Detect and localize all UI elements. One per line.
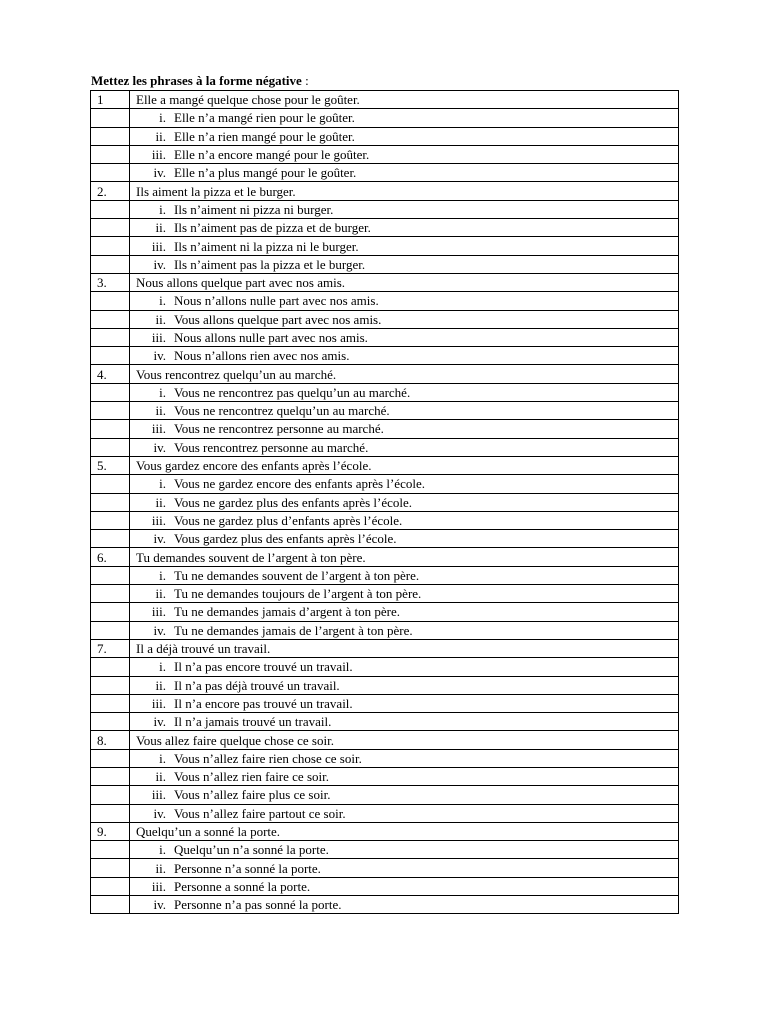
option-empty-cell (91, 713, 130, 731)
option-cell (130, 255, 679, 273)
option-content (136, 805, 678, 822)
option-content (136, 311, 678, 328)
option-cell (130, 237, 679, 255)
option-empty-cell (91, 383, 130, 401)
option-label: iv. (153, 165, 166, 181)
option-row (91, 841, 679, 859)
option-text: Elle n’a mangé rien pour le goûter. (174, 110, 355, 126)
option-cell (130, 127, 679, 145)
option-row (91, 237, 679, 255)
option-label: iv. (153, 348, 166, 364)
option-empty-cell (91, 786, 130, 804)
option-text: Ils n’aiment pas la pizza et le burger. (174, 256, 366, 272)
option-empty-cell (91, 603, 130, 621)
exercise-title-bold: Mettez les phrases à la forme négative (91, 73, 302, 88)
option-empty-cell (91, 127, 130, 145)
option-row (91, 420, 679, 438)
option-text: Il n’a jamais trouvé un travail. (174, 714, 332, 730)
option-cell (130, 109, 679, 127)
option-label: iii. (151, 238, 166, 254)
option-cell (130, 475, 679, 493)
option-empty-cell (91, 621, 130, 639)
option-empty-cell (91, 585, 130, 603)
option-row (91, 658, 679, 676)
option-empty-cell (91, 475, 130, 493)
option-cell (130, 694, 679, 712)
option-cell (130, 347, 679, 365)
option-empty-cell (91, 347, 130, 365)
option-empty-cell (91, 877, 130, 895)
option-empty-cell (91, 402, 130, 420)
option-label: i. (159, 750, 166, 766)
option-empty-cell (91, 896, 130, 914)
option-label: i. (159, 384, 166, 400)
option-row (91, 585, 679, 603)
option-text: Ils n’aiment ni pizza ni burger. (174, 201, 334, 217)
option-text: Vous ne rencontrez quelqu’un au marché. (174, 403, 390, 419)
option-row (91, 694, 679, 712)
question-row (91, 365, 679, 383)
option-empty-cell (91, 237, 130, 255)
question-row (91, 548, 679, 566)
option-row (91, 310, 679, 328)
option-text: Tu ne demandes jamais d’argent à ton père. (174, 604, 400, 620)
option-empty-cell (91, 859, 130, 877)
option-row (91, 145, 679, 163)
option-text: Nous allons nulle part avec nos amis. (174, 330, 368, 345)
option-label: iv. (153, 897, 166, 913)
question-sentence: Elle a mangé quelque chose pour le goûter. (130, 91, 679, 109)
option-label: iii. (151, 330, 166, 345)
question-sentence: Ils aiment la pizza et le burger. (130, 182, 679, 200)
option-cell (130, 621, 679, 639)
option-text: Elle n’a rien mangé pour le goûter. (174, 128, 355, 144)
option-content (136, 219, 678, 236)
option-content (136, 567, 678, 584)
option-row (91, 603, 679, 621)
question-number: 4. (91, 365, 130, 383)
option-text: Il n’a pas encore trouvé un travail. (174, 659, 353, 675)
option-content (136, 750, 678, 767)
option-cell (130, 292, 679, 310)
option-row (91, 566, 679, 584)
option-content (136, 347, 678, 364)
option-empty-cell (91, 328, 130, 346)
option-empty-cell (91, 749, 130, 767)
option-text: Tu ne demandes jamais de l’argent à ton père. (174, 622, 413, 638)
exercise-title (91, 72, 309, 90)
option-cell (130, 841, 679, 859)
exercise-table-body (91, 91, 679, 914)
option-content (136, 878, 678, 895)
option-content (136, 677, 678, 694)
option-row (91, 402, 679, 420)
option-content (136, 109, 678, 126)
option-text: Vous ne gardez plus d’enfants après l’école. (174, 512, 403, 528)
question-row (91, 822, 679, 840)
option-label: i. (159, 476, 166, 492)
option-cell (130, 566, 679, 584)
option-text: Vous ne gardez plus des enfants après l’école. (174, 494, 413, 510)
option-label: iii. (151, 787, 166, 803)
option-content (136, 164, 678, 181)
option-row (91, 530, 679, 548)
option-content (136, 768, 678, 785)
option-content (136, 475, 678, 492)
question-number: 9. (91, 822, 130, 840)
option-label: i. (159, 842, 166, 858)
option-label: i. (159, 201, 166, 217)
option-content (136, 292, 678, 309)
option-cell (130, 603, 679, 621)
question-number: 6. (91, 548, 130, 566)
option-row (91, 676, 679, 694)
option-label: iv. (153, 805, 166, 821)
option-empty-cell (91, 676, 130, 694)
question-row (91, 91, 679, 109)
option-content (136, 841, 678, 858)
question-sentence: Il a déjà trouvé un travail. (130, 639, 679, 657)
option-empty-cell (91, 145, 130, 163)
option-content (136, 402, 678, 419)
option-empty-cell (91, 493, 130, 511)
option-label: ii. (155, 494, 166, 510)
option-cell (130, 786, 679, 804)
question-row (91, 273, 679, 291)
option-label: ii. (155, 769, 166, 785)
option-content (136, 622, 678, 639)
option-label: iv. (153, 622, 166, 638)
option-label: iii. (151, 421, 166, 437)
option-cell (130, 420, 679, 438)
option-cell (130, 402, 679, 420)
option-label: i. (159, 110, 166, 126)
option-text: Vous n’allez faire partout ce soir. (174, 805, 346, 821)
option-label: i. (159, 293, 166, 309)
option-cell (130, 219, 679, 237)
option-label: ii. (155, 220, 166, 236)
option-row (91, 713, 679, 731)
option-row (91, 164, 679, 182)
option-label: i. (159, 659, 166, 675)
question-sentence: Quelqu’un a sonné la porte. (130, 822, 679, 840)
option-empty-cell (91, 511, 130, 529)
question-row (91, 456, 679, 474)
question-row (91, 639, 679, 657)
option-empty-cell (91, 841, 130, 859)
option-cell (130, 511, 679, 529)
option-text: Vous n’allez faire plus ce soir. (174, 787, 331, 803)
option-content (136, 860, 678, 877)
option-cell (130, 658, 679, 676)
option-text: Vous rencontrez personne au marché. (174, 439, 369, 455)
option-empty-cell (91, 310, 130, 328)
option-empty-cell (91, 200, 130, 218)
option-cell (130, 530, 679, 548)
option-row (91, 493, 679, 511)
option-content (136, 603, 678, 620)
question-number: 8. (91, 731, 130, 749)
option-empty-cell (91, 804, 130, 822)
option-empty-cell (91, 255, 130, 273)
option-content (136, 420, 678, 437)
option-row (91, 219, 679, 237)
option-row (91, 328, 679, 346)
option-row (91, 109, 679, 127)
option-row (91, 127, 679, 145)
option-row (91, 383, 679, 401)
option-content (136, 585, 678, 602)
option-label: iii. (151, 604, 166, 620)
option-cell (130, 383, 679, 401)
exercise-table (90, 90, 679, 914)
option-row (91, 511, 679, 529)
option-text: Ils n’aiment pas de pizza et de burger. (174, 220, 371, 236)
option-empty-cell (91, 566, 130, 584)
option-content (136, 512, 678, 529)
option-row (91, 786, 679, 804)
option-text: Nous n’allons rien avec nos amis. (174, 348, 350, 364)
option-text: Vous gardez plus des enfants après l’école. (174, 531, 397, 547)
option-text: Il n’a pas déjà trouvé un travail. (174, 677, 340, 693)
option-text: Tu ne demandes toujours de l’argent à ton père. (174, 586, 422, 602)
option-text: Vous allons quelque part avec nos amis. (174, 311, 382, 327)
option-cell (130, 438, 679, 456)
option-row (91, 749, 679, 767)
option-row (91, 475, 679, 493)
option-row (91, 347, 679, 365)
option-content (136, 238, 678, 255)
option-content (136, 439, 678, 456)
option-label: ii. (155, 677, 166, 693)
option-cell (130, 713, 679, 731)
option-label: iii. (151, 878, 166, 894)
option-cell (130, 896, 679, 914)
option-text: Ils n’aiment ni la pizza ni le burger. (174, 238, 359, 254)
option-cell (130, 164, 679, 182)
option-empty-cell (91, 694, 130, 712)
question-number: 3. (91, 273, 130, 291)
exercise-title-suffix: : (301, 73, 309, 88)
option-content (136, 128, 678, 145)
option-content (136, 896, 678, 913)
option-cell (130, 585, 679, 603)
option-content (136, 256, 678, 273)
option-text: Elle n’a plus mangé pour le goûter. (174, 165, 357, 181)
option-text: Vous n’allez rien faire ce soir. (174, 769, 329, 785)
option-text: Quelqu’un n’a sonné la porte. (174, 842, 329, 858)
option-label: ii. (155, 586, 166, 602)
option-label: iii. (151, 695, 166, 711)
option-label: iv. (153, 439, 166, 455)
option-text: Vous n’allez faire rien chose ce soir. (174, 750, 362, 766)
option-empty-cell (91, 420, 130, 438)
option-cell (130, 200, 679, 218)
option-empty-cell (91, 530, 130, 548)
question-sentence: Vous rencontrez quelqu’un au marché. (130, 365, 679, 383)
option-label: iii. (151, 512, 166, 528)
option-empty-cell (91, 767, 130, 785)
option-cell (130, 310, 679, 328)
option-text: Vous ne rencontrez pas quelqu’un au marché. (174, 384, 411, 400)
option-text: Il n’a encore pas trouvé un travail. (174, 695, 353, 711)
option-content (136, 658, 678, 675)
option-cell (130, 676, 679, 694)
option-content (136, 329, 678, 346)
question-row (91, 182, 679, 200)
question-sentence: Vous allez faire quelque chose ce soir. (130, 731, 679, 749)
option-cell (130, 877, 679, 895)
option-content (136, 530, 678, 547)
option-cell (130, 767, 679, 785)
option-label: iv. (153, 714, 166, 730)
option-empty-cell (91, 219, 130, 237)
option-row (91, 292, 679, 310)
option-row (91, 859, 679, 877)
question-sentence: Nous allons quelque part avec nos amis. (130, 273, 679, 291)
option-empty-cell (91, 438, 130, 456)
option-content (136, 384, 678, 401)
question-number: 2. (91, 182, 130, 200)
option-content (136, 786, 678, 803)
option-text: Personne a sonné la porte. (174, 878, 311, 894)
option-cell (130, 493, 679, 511)
option-cell (130, 804, 679, 822)
option-cell (130, 859, 679, 877)
option-label: ii. (155, 128, 166, 144)
option-empty-cell (91, 658, 130, 676)
option-label: i. (159, 567, 166, 583)
option-content (136, 201, 678, 218)
question-sentence: Tu demandes souvent de l’argent à ton père. (130, 548, 679, 566)
option-label: iv. (153, 256, 166, 272)
option-text: Personne n’a pas sonné la porte. (174, 897, 342, 913)
option-content (136, 695, 678, 712)
option-cell (130, 749, 679, 767)
option-text: Elle n’a encore mangé pour le goûter. (174, 147, 370, 163)
option-text: Personne n’a sonné la porte. (174, 860, 321, 876)
option-content (136, 713, 678, 730)
option-empty-cell (91, 164, 130, 182)
option-label: ii. (155, 311, 166, 327)
option-cell (130, 328, 679, 346)
option-text: Nous n’allons nulle part avec nos amis. (174, 293, 379, 309)
option-label: ii. (155, 403, 166, 419)
option-row (91, 767, 679, 785)
option-label: ii. (155, 860, 166, 876)
option-row (91, 200, 679, 218)
option-text: Tu ne demandes souvent de l’argent à ton père. (174, 567, 420, 583)
option-content (136, 146, 678, 163)
option-row (91, 896, 679, 914)
option-row (91, 255, 679, 273)
option-row (91, 877, 679, 895)
question-number: 1 (91, 91, 130, 109)
option-row (91, 438, 679, 456)
question-row (91, 731, 679, 749)
option-content (136, 494, 678, 511)
option-empty-cell (91, 292, 130, 310)
option-row (91, 621, 679, 639)
option-label: iv. (153, 531, 166, 547)
option-empty-cell (91, 109, 130, 127)
option-text: Vous ne gardez encore des enfants après l’école. (174, 476, 425, 492)
question-sentence: Vous gardez encore des enfants après l’école. (130, 456, 679, 474)
option-row (91, 804, 679, 822)
option-text: Vous ne rencontrez personne au marché. (174, 421, 384, 437)
question-number: 5. (91, 456, 130, 474)
question-number: 7. (91, 639, 130, 657)
option-label: iii. (151, 147, 166, 163)
option-cell (130, 145, 679, 163)
